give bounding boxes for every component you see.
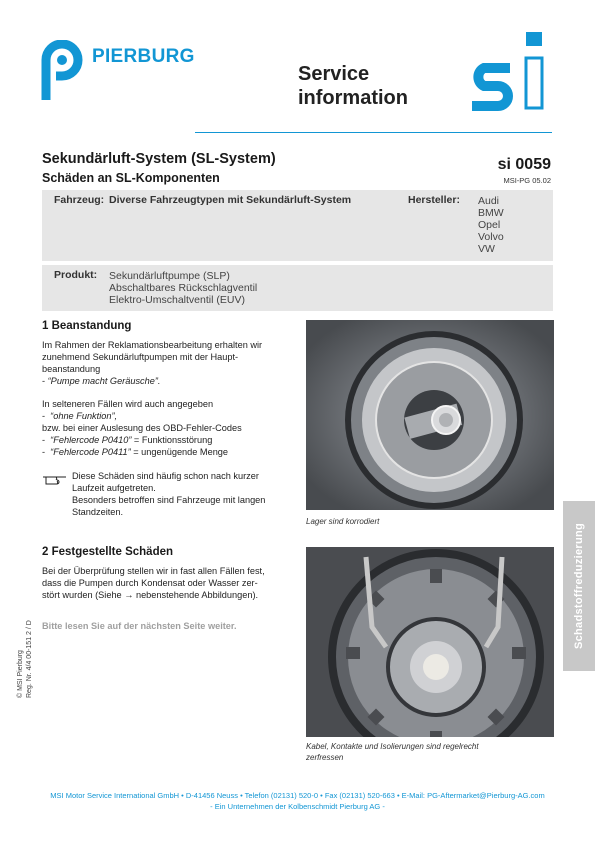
service-information-title: Service information bbox=[298, 63, 408, 109]
manufacturer-item: BMW bbox=[478, 207, 504, 219]
si-number: si 0059 bbox=[497, 156, 551, 173]
pointing-hand-icon bbox=[42, 472, 68, 486]
section-1-heading: 1 Beanstandung bbox=[42, 320, 132, 332]
product-list bbox=[109, 270, 257, 306]
brand-name: PIERBURG bbox=[92, 46, 195, 67]
registration-note: © MSI Pierburg Reg. Nr. 4/4 00-151 2 / D bbox=[17, 620, 33, 698]
si-logo-icon bbox=[470, 28, 548, 112]
footer-company: - Ein Unternehmen der Kolbenschmidt Pierburg AG - bbox=[210, 802, 385, 811]
product-label: Produkt: bbox=[54, 269, 98, 281]
footer-address: MSI Motor Service International GmbH • D-41456 Neuss • Telefon (02131) 520-0 • Fax (02131) 520-663 • E-Mail: PG-Aftermarket@Pierburg-AG.com bbox=[50, 791, 545, 800]
continue-note: Bitte lesen Sie auf der nächsten Seite weiter. bbox=[42, 621, 237, 631]
manufacturer-item: VW bbox=[478, 243, 495, 255]
category-side-tab: Schadstoffreduzierung bbox=[563, 501, 595, 671]
corroded-bearing-photo bbox=[306, 320, 554, 510]
vehicle-value: Diverse Fahrzeugtypen mit Sekundärluft-System bbox=[109, 194, 352, 206]
section-1-paragraph-1: Im Rahmen der Reklamationsbearbeitung erhalten wir zunehmend Sekundärluftpumpen mit der Haupt- beanstandung - “Pumpe macht Geräusche”. bbox=[42, 340, 263, 386]
section-2-heading: 2 Festgestellte Schäden bbox=[42, 546, 174, 558]
document-subtitle: Schäden an SL-Komponenten bbox=[42, 171, 220, 185]
document-code: MSI-PG 05.02 bbox=[503, 176, 551, 185]
manufacturer-item: Volvo bbox=[478, 231, 504, 243]
pierburg-logo-icon bbox=[40, 40, 84, 102]
manufacturer-label: Hersteller: bbox=[408, 194, 460, 206]
photo-1-caption: Lager sind korrodiert bbox=[306, 517, 380, 526]
photo-2-caption: Kabel, Kontakte und Isolierungen sind regelrecht zerfressen bbox=[306, 742, 479, 762]
document-title: Sekundärluft-System (SL-System) bbox=[42, 151, 276, 167]
manufacturer-list bbox=[478, 195, 504, 255]
manufacturer-item: Audi bbox=[478, 195, 500, 207]
note-text: Diese Schäden sind häufig schon nach kurzer Laufzeit aufgetreten. Besonders betroffen sind Fahrzeuge mit langen Standzeiten. bbox=[72, 471, 266, 517]
corroded-cables-photo bbox=[306, 547, 554, 737]
header-divider bbox=[195, 132, 552, 133]
manufacturer-item: Opel bbox=[478, 219, 501, 231]
product-item: Elektro-Umschaltventil (EUV) bbox=[109, 294, 245, 306]
vehicle-label: Fahrzeug: bbox=[54, 194, 105, 206]
section-1-paragraph-2: In selteneren Fällen wird auch angegeben - “ohne Funktion”, bzw. bei einer Auslesung des OBD-Fehler-Codes - “Fehlercode P0410” = Funktionsstörung - “Fehlercode P0411” = ungenügende Menge bbox=[42, 399, 242, 457]
product-item: Abschaltbares Rückschlagventil bbox=[109, 282, 258, 294]
product-item: Sekundärluftpumpe (SLP) bbox=[109, 270, 230, 282]
section-2-paragraph: Bei der Überprüfung stellen wir in fast allen Fällen fest, dass die Pumpen durch Kondensat oder Wasser zer- stört wurden (Siehe → nebenstehende Abbildungen). bbox=[42, 566, 265, 600]
